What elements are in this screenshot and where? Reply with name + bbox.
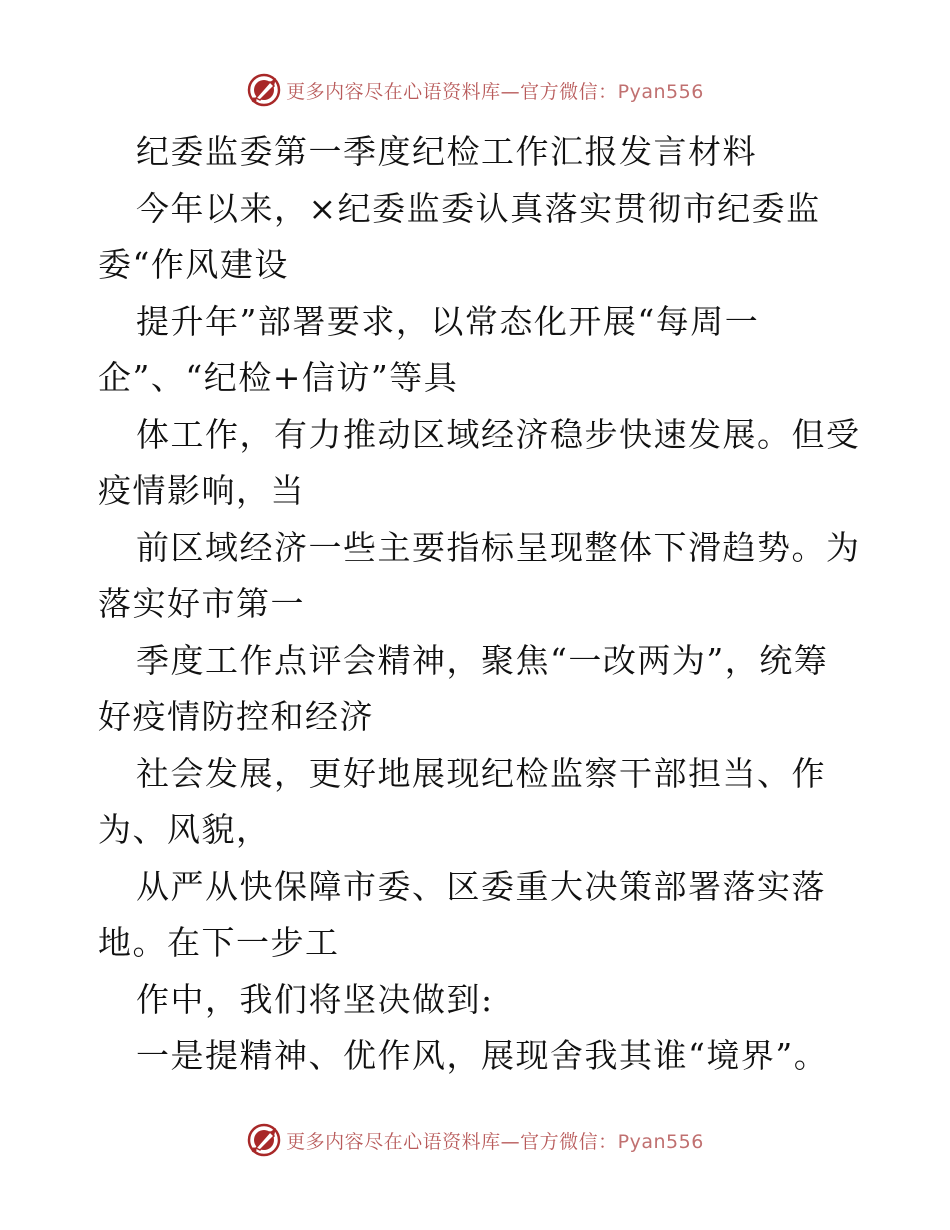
text-line: 作中，我们将坚决做到: [136, 979, 494, 1019]
banner-text [286, 77, 704, 104]
text-line: 疫情影响，当 [98, 471, 305, 510]
text-line: 前区域经济一些主要指标呈现整体下滑趋势。为 [136, 527, 861, 567]
banner-text [286, 1127, 704, 1154]
text-line: 地。在下一步工 [98, 923, 340, 962]
text-line: 落实好市第一 [98, 584, 305, 623]
document-body [98, 124, 861, 1085]
footer-banner [0, 1120, 950, 1160]
banner-label: 更多内容尽在心语资料库—官方微信： [286, 1130, 618, 1153]
text-line: 提升年”部署要求，以常态化开展“每周一 [136, 301, 760, 341]
text-line: 季度工作点评会精神，聚焦“一改两为”，统筹 [136, 640, 829, 680]
header-banner [0, 70, 950, 110]
text-line: 企”、“纪检+信访”等具 [98, 358, 459, 397]
banner-wechat-id: Pyan556 [617, 1130, 704, 1153]
banner-wechat-id: Pyan556 [617, 80, 704, 103]
document-title: 纪委监委第一季度纪检工作汇报发言材料 [136, 132, 757, 171]
text-line: 一是提精神、优作风，展现舍我其谁“境界”。 [136, 1036, 829, 1075]
text-line: 好疫情防控和经济 [98, 697, 374, 736]
banner-label: 更多内容尽在心语资料库—官方微信： [286, 80, 618, 103]
text-line: 从严从快保障市委、区委重大决策部署落实落 [136, 866, 826, 906]
text-line: 为、风貌， [98, 810, 271, 849]
text-line: 体工作，有力推动区域经济稳步快速发展。但受 [136, 414, 861, 454]
pen-nib-logo-icon [246, 1122, 282, 1158]
pen-nib-logo-icon [246, 72, 282, 108]
text-line: 委“作风建设 [98, 245, 289, 284]
text-line: 今年以来，×纪委监委认真落实贯彻市纪委监 [136, 188, 821, 228]
text-line: 社会发展，更好地展现纪检监察干部担当、作 [136, 753, 826, 793]
